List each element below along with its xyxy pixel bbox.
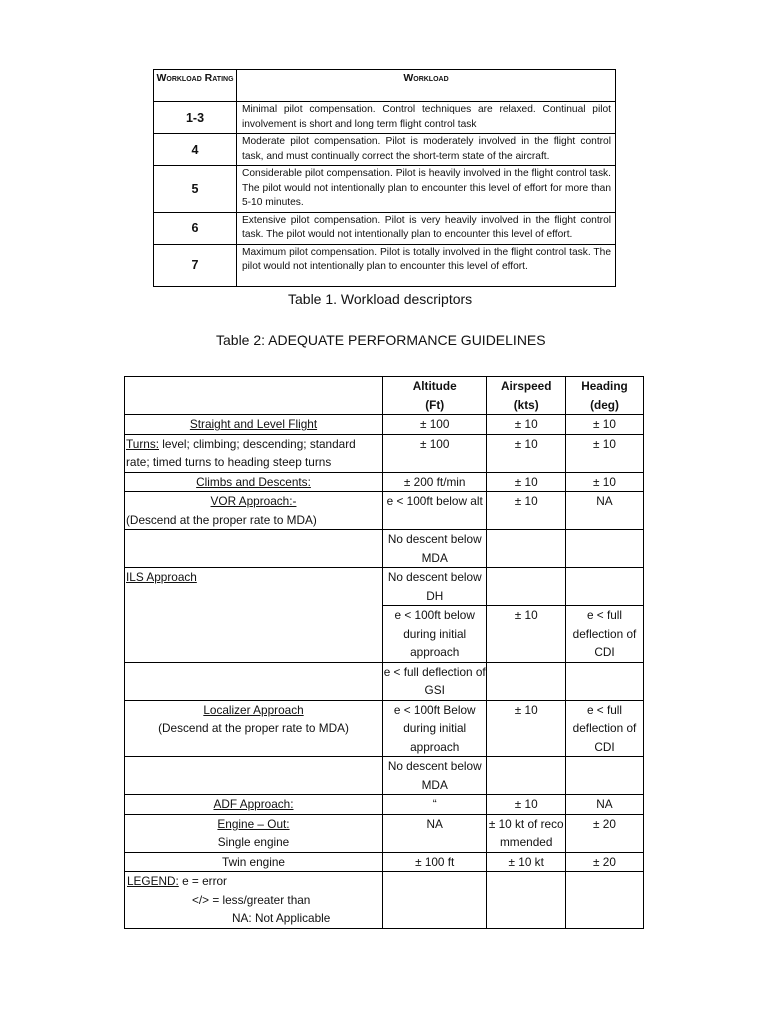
airspeed-cell: ± 10 (487, 492, 566, 530)
altitude-cell: ± 100 ft (383, 852, 487, 872)
row-label: VOR Approach:- (210, 494, 297, 508)
header-airspeed-label: Airspeed (500, 379, 552, 393)
legend-row (125, 872, 644, 929)
legend-line3: NA: Not Applicable (232, 911, 331, 925)
table-row (125, 700, 644, 757)
table-row (125, 434, 644, 472)
header-heading-label: Heading (581, 379, 628, 393)
airspeed-cell: ± 10 (487, 700, 566, 757)
header-workload: Workload (237, 70, 616, 102)
altitude-cell: No descent below MDA (383, 757, 487, 795)
heading-cell: ± 20 (565, 814, 643, 852)
header-workload-rating: Workload Rating (154, 70, 237, 102)
row-sublabel: Single engine (217, 835, 290, 849)
heading-cell: ± 20 (565, 852, 643, 872)
altitude-cell: No descent below DH (383, 568, 487, 606)
table-row (125, 530, 644, 568)
header-altitude (383, 377, 487, 415)
table1-caption: Table 1. Workload descriptors (288, 291, 473, 307)
altitude-cell: “ (383, 795, 487, 815)
legend-line1: e = error (178, 874, 227, 888)
legend-title: LEGEND: (127, 874, 179, 888)
heading-cell: e < full deflection of CDI (565, 606, 643, 663)
header-blank (125, 377, 383, 415)
altitude-cell: ± 100 (383, 415, 487, 435)
header-airspeed (487, 377, 566, 415)
table-row (125, 814, 644, 852)
heading-cell: ± 10 (565, 415, 643, 435)
airspeed-cell: ± 10 kt of recommended (487, 814, 566, 852)
heading-cell: e < full deflection of CDI (565, 700, 643, 757)
rating-cell: 6 (154, 212, 237, 244)
row-sublabel: (Descend at the proper rate to MDA) (126, 512, 317, 527)
legend-line2: </> = less/greater than (192, 892, 311, 907)
header-airspeed-unit: (kts) (513, 397, 539, 412)
description-cell: Moderate pilot compensation. Pilot is moderately involved in the flight control task, and must continually correct the short-term state of the aircraft. (237, 134, 616, 166)
table-row (125, 795, 644, 815)
table-row (125, 662, 644, 700)
table-row (125, 472, 644, 492)
description-cell: Minimal pilot compensation. Control techniques are relaxed. Continual pilot involvement is short and long term flight control task (237, 102, 616, 134)
description-cell: Considerable pilot compensation. Pilot is heavily involved in the flight control task. The pilot would not intentionally plan to encounter this level of effort for more than 5-10 minutes. (237, 166, 616, 213)
heading-cell: NA (565, 492, 643, 530)
table-row (154, 244, 616, 286)
row-label: Twin engine (125, 852, 383, 872)
description-cell: Extensive pilot compensation. Pilot is very heavily involved in the flight control task. The pilot would not intentionally plan to encounter this level of effort. (237, 212, 616, 244)
altitude-cell: NA (383, 814, 487, 852)
table-header-row (125, 377, 644, 415)
airspeed-cell: ± 10 (487, 415, 566, 435)
airspeed-cell: ± 10 (487, 606, 566, 663)
altitude-cell: e < 100ft below alt (383, 492, 487, 530)
heading-cell: ± 10 (565, 434, 643, 472)
header-altitude-unit: (Ft) (425, 397, 445, 412)
rating-cell: 4 (154, 134, 237, 166)
row-label: Engine – Out: (217, 816, 290, 831)
airspeed-cell: ± 10 (487, 795, 566, 815)
altitude-cell: ± 100 (383, 434, 487, 472)
description-cell: Maximum pilot compensation. Pilot is totally involved in the flight control task. The pilot would not intentionally plan to encounter this level of effort. (237, 244, 616, 286)
table-row (125, 852, 644, 872)
row-label: Localizer Approach (203, 702, 304, 717)
table-row (154, 212, 616, 244)
performance-table (124, 376, 644, 929)
altitude-cell: e < 100ft below during initial approach (383, 606, 487, 663)
rating-cell: 7 (154, 244, 237, 286)
header-heading-unit: (deg) (590, 397, 619, 412)
altitude-cell: No descent below MDA (383, 530, 487, 568)
table-row (125, 415, 644, 435)
heading-cell: NA (565, 795, 643, 815)
altitude-cell: ± 200 ft/min (383, 472, 487, 492)
altitude-cell: e < 100ft Below during initial approach (383, 700, 487, 757)
rating-cell: 5 (154, 166, 237, 213)
airspeed-cell: ± 10 (487, 472, 566, 492)
airspeed-cell: ± 10 (487, 434, 566, 472)
row-sublabel: (Descend at the proper rate to MDA) (158, 721, 349, 735)
workload-table (153, 69, 616, 287)
airspeed-cell: ± 10 kt (487, 852, 566, 872)
row-label: Climbs and Descents: (196, 474, 311, 489)
table-row (154, 102, 616, 134)
legend (125, 872, 383, 929)
altitude-cell: e < full deflection of GSI (383, 662, 487, 700)
rating-cell: 1-3 (154, 102, 237, 134)
table-row (125, 568, 644, 606)
row-label: Turns: (126, 436, 159, 451)
row-label: ADF Approach: (213, 797, 294, 811)
table-row (154, 166, 616, 213)
header-altitude-label: Altitude (412, 379, 457, 393)
heading-cell: ± 10 (565, 472, 643, 492)
row-label: Straight and Level Flight (189, 417, 318, 431)
table2-caption: Table 2: ADEQUATE PERFORMANCE GUIDELINES (216, 332, 546, 348)
table-header-row (154, 70, 616, 102)
table-row (125, 492, 644, 530)
row-label-rest: level; climbing; descending; standard rate; timed turns to heading steep turns (126, 436, 356, 469)
table-row (125, 757, 644, 795)
table-row (154, 134, 616, 166)
row-label: ILS Approach (126, 570, 197, 584)
header-heading (565, 377, 643, 415)
